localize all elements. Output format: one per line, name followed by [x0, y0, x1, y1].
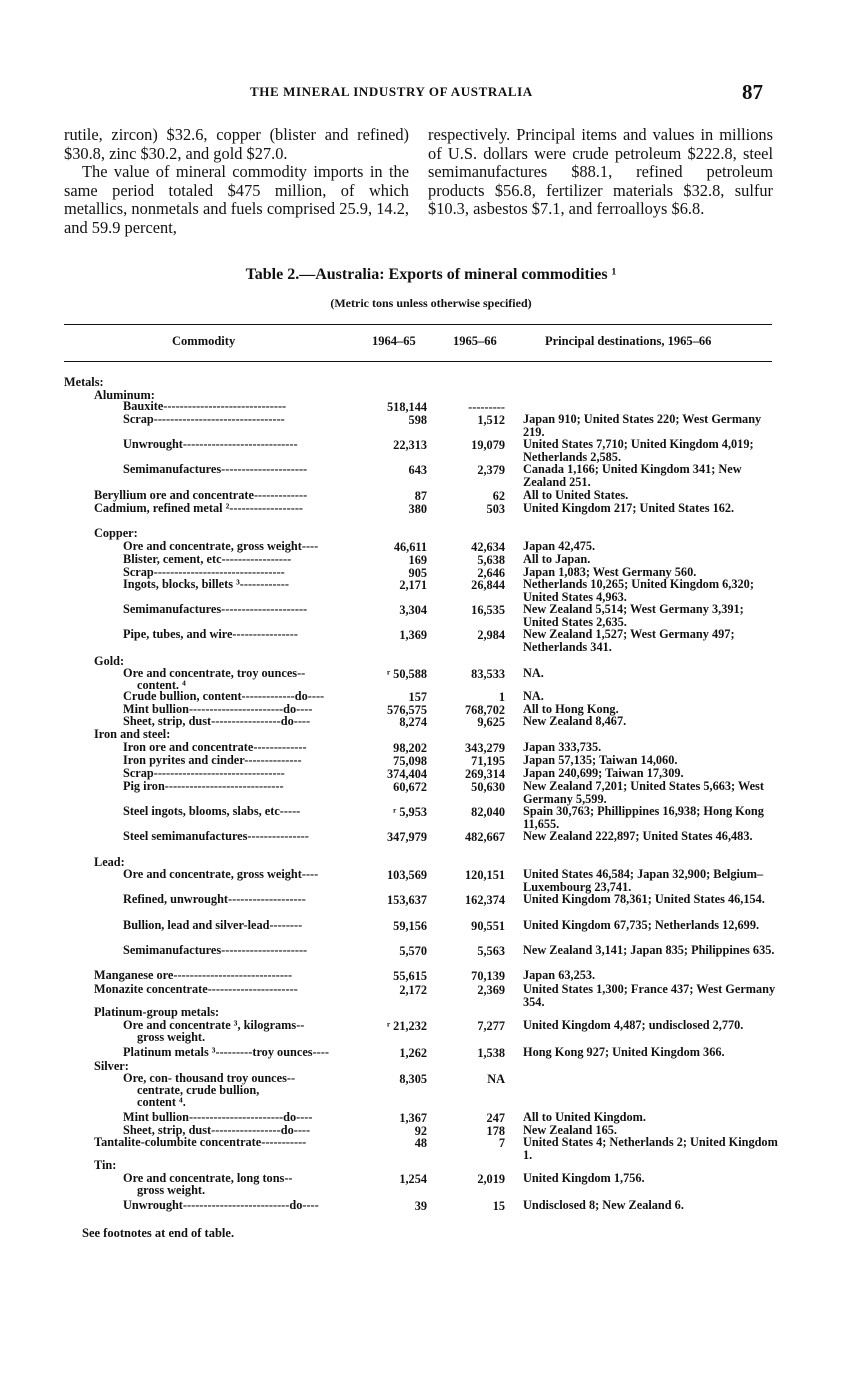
commodity-label: Manganese ore-----------------------------	[94, 969, 293, 982]
page-number: 87	[742, 80, 763, 104]
commodity-label: Metals:	[64, 376, 104, 389]
column-header-destinations: Principal destinations, 1965–66	[545, 334, 712, 348]
commodity-label: Ore and concentrate, gross weight----	[123, 540, 319, 553]
value-1964-65: 103,569	[387, 868, 427, 882]
value-1964-65: 1,262	[399, 1046, 427, 1060]
commodity-label: Copper:	[94, 527, 138, 540]
value-1965-66: 343,279	[465, 741, 505, 755]
commodity-label-continued: centrate, crude bullion,	[137, 1083, 260, 1097]
value-1965-66: 120,151	[465, 868, 505, 882]
commodity-label: Ore and concentrate, long tons--	[123, 1172, 293, 1185]
commodity-label-continued: content. ⁴	[137, 678, 186, 692]
destination-cell: Canada 1,166; United Kingdom 341; New Zealand 251.	[523, 462, 742, 489]
value-1964-65: 55,615	[393, 969, 427, 983]
commodity-label: Bauxite------------------------------	[123, 400, 287, 413]
column-header-1965-66: 1965–66	[453, 334, 497, 348]
value-1964-65: 1,254	[399, 1172, 427, 1186]
value-1965-66: 162,374	[465, 893, 505, 907]
value-1965-66: 269,314	[465, 767, 505, 781]
value-1965-66: 70,139	[471, 969, 505, 983]
value-1964-65: 374,404	[387, 767, 427, 781]
destination-cell: United Kingdom 4,487; undisclosed 2,770.	[523, 1018, 744, 1032]
value-1965-66: 9,625	[477, 715, 505, 729]
commodity-label: Tantalite-columbite concentrate-----------	[94, 1136, 307, 1149]
table-title: Table 2.—Australia: Exports of mineral commodities ¹	[245, 266, 617, 283]
commodity-label: Semimanufactures---------------------	[123, 463, 308, 476]
value-1965-66: ---------	[468, 400, 505, 414]
value-1964-65: 2,172	[399, 983, 427, 997]
value-1964-65: 48	[414, 1136, 427, 1150]
value-1965-66: NA	[487, 1072, 505, 1086]
commodity-label: Semimanufactures---------------------	[123, 603, 308, 616]
commodity-label-continued: gross weight.	[137, 1030, 206, 1044]
value-1964-65: 87	[414, 489, 427, 503]
commodity-label: Ingots, blocks, billets ³------------	[123, 578, 289, 591]
column-header-commodity: Commodity	[172, 334, 236, 348]
destination-cell: Japan 63,253.	[523, 968, 596, 982]
commodity-label: Iron pyrites and cinder--------------	[123, 754, 302, 767]
destination-cell: United States 4; Netherlands 2; United Kingdom 1.	[523, 1135, 778, 1162]
value-1965-66: 42,634	[471, 540, 505, 554]
commodity-label: Scrap--------------------------------	[123, 413, 285, 426]
value-1964-65: 8,274	[399, 715, 427, 729]
value-1964-65: 46,611	[393, 540, 427, 554]
destination-cell: New Zealand 5,514; West Germany 3,391; United States 2,635.	[523, 602, 744, 629]
value-1964-65: 98,202	[393, 741, 427, 755]
commodity-label: Pig iron-----------------------------	[123, 780, 284, 793]
commodity-label: Iron and steel:	[94, 728, 171, 741]
commodity-label: Gold:	[94, 655, 125, 668]
value-1964-65: 347,979	[387, 830, 427, 844]
destination-cell: United States 1,300; France 437; West Germany 354.	[523, 982, 776, 1009]
value-1964-65: 92	[414, 1124, 427, 1138]
value-1965-66: 90,551	[471, 919, 505, 933]
value-1964-65: 39	[414, 1199, 427, 1213]
destination-cell: United States 7,710; United Kingdom 4,019; Netherlands 2,585.	[523, 437, 754, 464]
destination-cell: United Kingdom 67,735; Netherlands 12,699.	[523, 918, 760, 932]
value-1964-65: ʳ 50,588	[386, 667, 427, 681]
value-1964-65: 1,367	[399, 1111, 427, 1125]
destination-cell: New Zealand 3,141; Japan 835; Philippines 635.	[523, 943, 775, 957]
commodity-label: Mint bullion-----------------------do----	[123, 1111, 313, 1124]
destination-cell: United States 46,584; Japan 32,900; Belgium–Luxembourg 23,741.	[523, 867, 764, 894]
value-1965-66: 503	[486, 502, 505, 516]
destination-cell: United Kingdom 78,361; United States 46,154.	[523, 892, 765, 906]
value-1964-65: 3,304	[399, 603, 427, 617]
destination-cell: Undisclosed 8; New Zealand 6.	[523, 1198, 684, 1212]
commodity-label: Platinum-group metals:	[94, 1006, 220, 1019]
destination-cell: New Zealand 7,201; United States 5,663; West Germany 5,599.	[523, 779, 764, 806]
value-1965-66: 2,019	[477, 1172, 505, 1186]
value-1965-66: 482,667	[465, 830, 505, 844]
value-1964-65: 643	[408, 463, 427, 477]
value-1964-65: 518,144	[387, 400, 427, 414]
destination-cell: NA.	[523, 666, 544, 680]
value-1965-66: 82,040	[471, 805, 505, 819]
commodity-label: Aluminum:	[94, 389, 155, 402]
value-1965-66: 1,538	[477, 1046, 505, 1060]
destination-cell: Japan 240,699; Taiwan 17,309.	[523, 766, 684, 780]
value-1964-65: 157	[408, 690, 427, 704]
value-1964-65: 5,570	[399, 944, 427, 958]
value-1964-65: 905	[408, 566, 427, 580]
column-header-1964-65: 1964–65	[372, 334, 416, 348]
value-1964-65: 576,575	[387, 703, 427, 717]
value-1964-65: 2,171	[399, 578, 427, 592]
commodity-label: Mint bullion-----------------------do----	[123, 703, 313, 716]
value-1964-65: 153,637	[387, 893, 427, 907]
destination-cell: United Kingdom 1,756.	[523, 1171, 645, 1185]
commodity-label: Ore, con- thousand troy ounces--	[123, 1072, 296, 1085]
value-1964-65: 169	[408, 553, 427, 567]
commodity-label: Sheet, strip, dust-----------------do----	[123, 715, 311, 728]
body-paragraph: respectively. Principal items and values in millions of U.S. dollars were crude petroleum $222.8, steel semimanufactures $88.1, refined petroleum products $56.8, fertilizer materials $32.8, sulfur $10.3, asbestos $7.1, and ferroalloys $6.8.	[428, 125, 773, 218]
value-1965-66: 71,195	[471, 754, 505, 768]
destination-cell: Japan 910; United States 220; West Germany 219.	[523, 412, 762, 439]
footnote-note: See footnotes at end of table.	[82, 1226, 235, 1240]
commodity-label: Scrap--------------------------------	[123, 566, 285, 579]
value-1964-65: 60,672	[393, 780, 427, 794]
destination-cell: Japan 57,135; Taiwan 14,060.	[523, 753, 678, 767]
destination-cell: Netherlands 10,265; United Kingdom 6,320; United States 4,963.	[523, 577, 754, 604]
commodity-label: Silver:	[94, 1060, 129, 1073]
value-1965-66: 2,646	[477, 566, 505, 580]
commodity-label: Ore and concentrate, gross weight----	[123, 868, 319, 881]
commodity-label: Cadmium, refined metal ²------------------	[94, 502, 304, 515]
commodity-label: Tin:	[94, 1159, 117, 1172]
value-1964-65: 598	[408, 413, 427, 427]
body-paragraph: The value of mineral commodity imports in the same period totaled $475 million, of which metallics, nonmetals and fuels comprised 25.9, 14.2, and 59.9 percent,	[64, 162, 409, 237]
table-subtitle: (Metric tons unless otherwise specified)	[330, 296, 532, 310]
value-1965-66: 26,844	[471, 578, 505, 592]
commodity-label-continued: gross weight.	[137, 1183, 206, 1197]
value-1965-66: 768,702	[465, 703, 505, 717]
commodity-label: Refined, unwrought-------------------	[123, 893, 306, 906]
destination-cell: Japan 333,735.	[523, 740, 602, 754]
commodity-label: Unwrought--------------------------do----	[123, 1199, 319, 1212]
value-1965-66: 7,277	[477, 1019, 505, 1033]
destination-cell: New Zealand 1,527; West Germany 497; Netherlands 341.	[523, 627, 735, 654]
commodity-label: Beryllium ore and concentrate-------------	[94, 489, 308, 502]
value-1965-66: 247	[486, 1111, 505, 1125]
commodity-label: Scrap--------------------------------	[123, 767, 285, 780]
destination-cell: Japan 42,475.	[523, 539, 596, 553]
value-1964-65: 22,313	[393, 438, 427, 452]
value-1965-66: 1,512	[477, 413, 505, 427]
destination-cell: New Zealand 222,897; United States 46,483.	[523, 829, 753, 843]
destination-cell: All to Japan.	[523, 552, 591, 566]
commodity-label: Blister, cement, etc-----------------	[123, 553, 292, 566]
value-1964-65: 1,369	[399, 628, 427, 642]
destination-cell: All to United Kingdom.	[523, 1110, 646, 1124]
running-head: THE MINERAL INDUSTRY OF AUSTRALIA	[250, 84, 533, 99]
value-1965-66: 50,630	[471, 780, 505, 794]
commodity-label: Steel semimanufactures---------------	[123, 830, 309, 843]
value-1964-65: ʳ 21,232	[386, 1019, 427, 1033]
value-1964-65: 75,098	[393, 754, 427, 768]
value-1965-66: 7	[498, 1136, 505, 1150]
commodity-label: Platinum metals ³---------troy ounces----	[123, 1046, 329, 1059]
value-1965-66: 2,369	[477, 983, 505, 997]
commodity-label: Iron ore and concentrate-------------	[123, 741, 307, 754]
destination-cell: NA.	[523, 689, 544, 703]
value-1965-66: 62	[492, 489, 505, 503]
value-1964-65: ʳ 5,953	[393, 805, 427, 819]
commodity-label: Semimanufactures---------------------	[123, 944, 308, 957]
commodity-label-continued: content ⁴.	[137, 1095, 186, 1109]
value-1965-66: 5,638	[477, 553, 505, 567]
value-1965-66: 2,379	[477, 463, 505, 477]
value-1965-66: 5,563	[477, 944, 505, 958]
commodity-label: Crude bullion, content-------------do----	[123, 690, 325, 703]
commodity-label: Sheet, strip, dust-----------------do----	[123, 1124, 311, 1137]
commodity-label: Unwrought----------------------------	[123, 438, 298, 451]
body-paragraph: rutile, zircon) $32.6, copper (blister and refined) $30.8, zinc $30.2, and gold $27.0.	[64, 125, 409, 163]
destination-cell: All to Hong Kong.	[523, 702, 619, 716]
value-1965-66: 178	[486, 1124, 505, 1138]
destination-cell: Japan 1,083; West Germany 560.	[523, 565, 697, 579]
value-1965-66: 83,533	[471, 667, 505, 681]
destination-cell: All to United States.	[523, 488, 629, 502]
commodity-label: Pipe, tubes, and wire----------------	[123, 628, 298, 641]
commodity-label: Steel ingots, blooms, slabs, etc-----	[123, 805, 301, 818]
value-1964-65: 8,305	[399, 1072, 427, 1086]
value-1965-66: 19,079	[471, 438, 505, 452]
commodity-label: Bullion, lead and silver-lead--------	[123, 919, 303, 932]
destination-cell: New Zealand 8,467.	[523, 714, 627, 728]
commodity-label: Ore and concentrate, troy ounces--	[123, 667, 306, 680]
commodity-label: Monazite concentrate----------------------	[94, 983, 298, 996]
destination-cell: Hong Kong 927; United Kingdom 366.	[523, 1045, 725, 1059]
destination-cell: New Zealand 165.	[523, 1123, 617, 1137]
value-1965-66: 2,984	[477, 628, 505, 642]
commodity-label: Ore and concentrate ³, kilograms--	[123, 1019, 305, 1032]
value-1965-66: 16,535	[471, 603, 505, 617]
value-1964-65: 59,156	[393, 919, 427, 933]
value-1965-66: 1	[498, 690, 505, 704]
destination-cell: Spain 30,763; Phillippines 16,938; Hong Kong 11,655.	[523, 804, 764, 831]
value-1964-65: 380	[408, 502, 427, 516]
value-1965-66: 15	[492, 1199, 505, 1213]
commodity-label: Lead:	[94, 856, 125, 869]
destination-cell: United Kingdom 217; United States 162.	[523, 501, 735, 515]
